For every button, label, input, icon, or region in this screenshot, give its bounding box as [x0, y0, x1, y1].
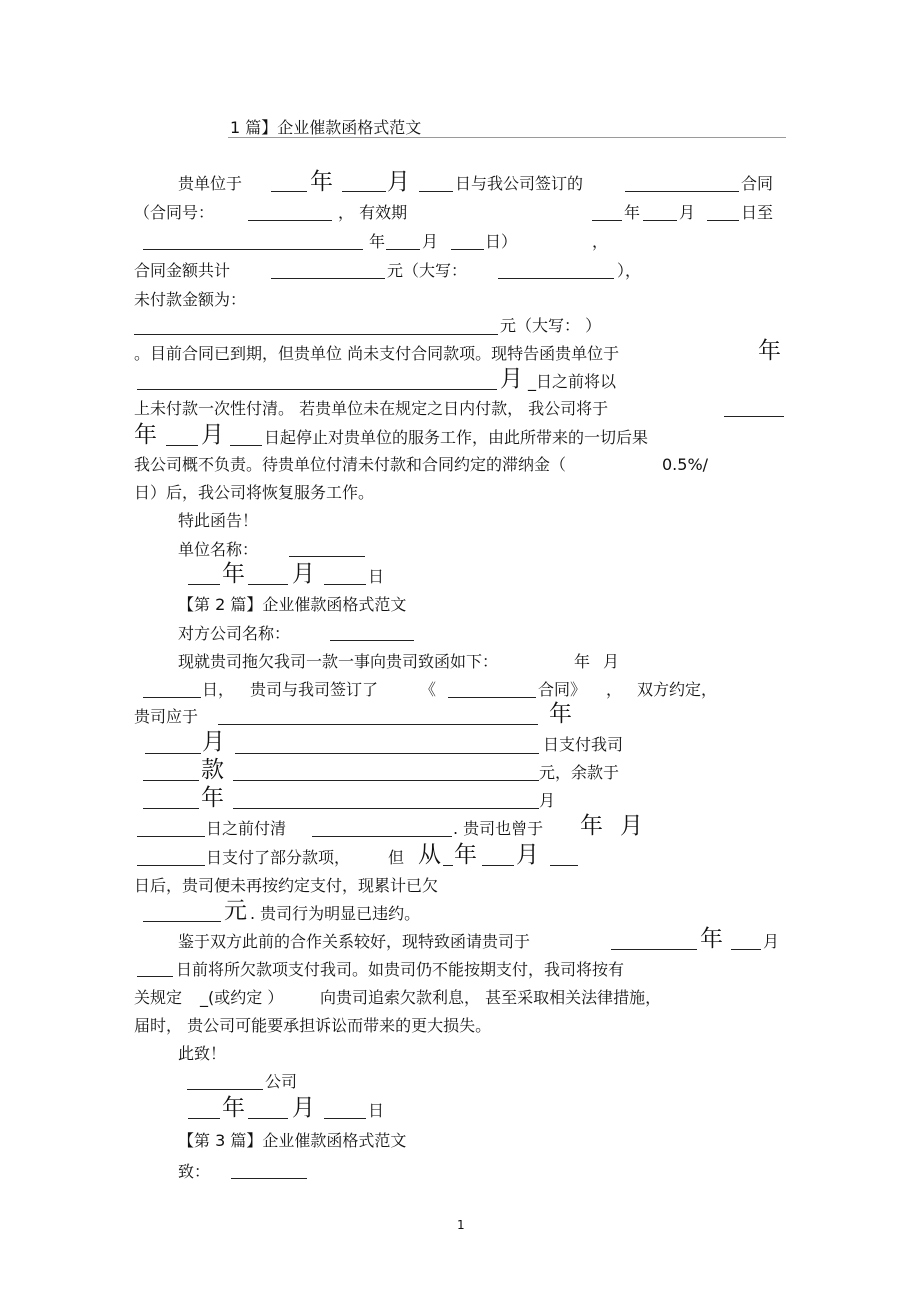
- s1-l15-year: 年: [222, 561, 245, 587]
- blank-line: [143, 697, 201, 698]
- blank-line: [707, 220, 739, 221]
- s1-l8-b: _日之前将以: [528, 372, 617, 391]
- blank-line: [137, 865, 205, 866]
- s1-l6: 元（大写： ）: [500, 316, 602, 335]
- blank-line: [443, 865, 453, 866]
- s1-l4-b: 元（大写：: [387, 261, 468, 280]
- s1-l13: 特此函告！: [178, 511, 259, 530]
- s1-l7-year: 年: [758, 338, 781, 364]
- blank-line: [625, 191, 739, 192]
- s2-l8-b: . 贵司也曾于: [453, 819, 544, 838]
- s2-l3-d: 合同》: [538, 680, 587, 699]
- s1-l15-day: 日: [368, 567, 385, 586]
- s1-l15-month: 月: [292, 561, 315, 587]
- s1-l10-b: 日起停止对贵单位的服务工作，由此所带来的一切后果: [264, 428, 649, 447]
- s2-l16: 此致！: [178, 1044, 227, 1063]
- blank-line: [289, 556, 365, 557]
- s1-l2-month: 月: [679, 203, 696, 222]
- s2-l6-kuan: 款: [201, 757, 224, 783]
- blank-line: [137, 389, 497, 390]
- blank-line: [137, 976, 173, 977]
- s1-l4-a: 合同金额共计: [134, 261, 231, 280]
- blank-line: [312, 836, 452, 837]
- s2-l9-cong: 从: [418, 842, 441, 868]
- s2-l9-month: 月: [516, 842, 539, 868]
- s2-l18-month: 月: [292, 1095, 315, 1121]
- s1-l3-month: 月: [422, 232, 439, 251]
- s2-l4-a: 贵司应于: [134, 707, 199, 726]
- blank-line: [143, 249, 363, 250]
- blank-line: [248, 220, 332, 221]
- s2-l17: 公司: [265, 1072, 298, 1091]
- s1-l11-b: 0.5%/: [662, 455, 709, 474]
- s1-l5: 未付款金额为：: [134, 290, 247, 309]
- s2-l11-b: . 贵司行为明显已违约。: [250, 904, 421, 923]
- s1-l2-a: （合同号：: [134, 203, 215, 222]
- s2-l4-year: 年: [549, 701, 572, 727]
- s1-l4-c: ），: [617, 261, 642, 280]
- blank-line: [342, 191, 386, 192]
- blank-line: [498, 278, 614, 279]
- blank-line: [143, 808, 199, 809]
- s1-l3-comma: ，: [592, 232, 609, 251]
- s2-l7-month: 月: [539, 791, 556, 810]
- blank-line: [611, 949, 697, 950]
- s2-l3-c: 《: [420, 680, 437, 699]
- s2-l12-a: 鉴于双方此前的合作关系较好，现特致函请贵司于: [178, 932, 531, 951]
- blank-line: [724, 416, 784, 417]
- s2-l15: 届时， 贵公司可能要承担诉讼而带来的更大损失。: [134, 1016, 492, 1035]
- s1-l1-b: 日与我公司签订的: [455, 174, 584, 193]
- blank-line: [248, 1118, 288, 1119]
- blank-line: [271, 278, 385, 279]
- s2-l3-a: 日，: [202, 680, 235, 699]
- s2-l14-b: _(或约定 ）: [200, 988, 284, 1007]
- s2-l5-month: 月: [202, 729, 225, 755]
- blank-line: [145, 753, 201, 754]
- section1-heading: 1 篇】企业催款函格式范文: [230, 118, 422, 137]
- s2-l8-a: 日之前付清: [206, 819, 287, 838]
- s2-l9-year: 年: [454, 842, 477, 868]
- s2-l3-b: 贵司与我司签订了: [250, 680, 379, 699]
- s2-l3-f: 双方约定，: [637, 680, 718, 699]
- page-number: 1: [457, 1218, 465, 1232]
- blank-line: [166, 445, 198, 446]
- blank-line: [137, 836, 205, 837]
- blank-line: [230, 445, 262, 446]
- s1-l2-c: 日至: [741, 203, 774, 222]
- blank-line: [248, 584, 288, 585]
- s2-l18-year: 年: [222, 1095, 245, 1121]
- s2-l8-year: 年: [580, 813, 603, 839]
- s2-l1: 对方公司名称：: [178, 624, 291, 643]
- blank-line: [187, 1089, 263, 1090]
- blank-line: [550, 865, 578, 866]
- blank-line: [448, 697, 536, 698]
- blank-line: [231, 1178, 307, 1179]
- s1-l7: 。目前合同已到期，但贵单位 尚未支付合同款项。现特告函贵单位于: [134, 344, 620, 363]
- blank-line: [643, 220, 677, 221]
- blank-line: [218, 724, 538, 725]
- blank-line: [731, 949, 761, 950]
- blank-line: [419, 191, 453, 192]
- s2-l3-e: ，: [606, 680, 623, 699]
- s1-l10-month: 月: [201, 422, 224, 448]
- s2-l9-b: 但: [388, 848, 405, 867]
- blank-line: [235, 753, 539, 754]
- s1-l1-c: 合同: [741, 174, 774, 193]
- blank-line: [143, 921, 221, 922]
- blank-line: [233, 780, 539, 781]
- s1-l1-year: 年: [310, 169, 333, 195]
- blank-line: [482, 865, 514, 866]
- s2-l2-a: 现就贵司拖欠我司一款一事向贵司致函如下：: [178, 652, 499, 671]
- s2-l14-c: 向贵司追索欠款利息， 甚至采取相关法律措施，: [320, 988, 662, 1007]
- s2-l12-month: 月: [763, 932, 780, 951]
- s1-l2-year: 年: [624, 203, 641, 222]
- section2-heading: 【第 2 篇】企业催款函格式范文: [178, 595, 407, 614]
- s1-l14: 单位名称：: [178, 540, 259, 559]
- s2-l8-month: 月: [620, 813, 643, 839]
- blank-line: [330, 640, 414, 641]
- s2-l2-month: 月: [603, 652, 620, 671]
- blank-line: [324, 584, 366, 585]
- blank-line: [188, 584, 220, 585]
- s2-l9-a: 日支付了部分款项，: [206, 848, 351, 867]
- s2-l6-b: 元，余款于: [539, 763, 620, 782]
- blank-line: [386, 249, 420, 250]
- blank-line: [271, 191, 307, 192]
- s1-l11-a: 我公司概不负责。待贵单位付清未付款和合同约定的滞纳金（: [134, 455, 567, 474]
- s2-l7-year: 年: [201, 785, 224, 811]
- blank-line: [143, 780, 199, 781]
- s2-l11-yuan: 元: [224, 898, 247, 924]
- s1-l10-year: 年: [134, 422, 157, 448]
- section3-heading: 【第 3 篇】企业催款函格式范文: [178, 1131, 407, 1150]
- blank-line: [324, 1118, 366, 1119]
- s1-l3-year: 年: [369, 232, 386, 251]
- s1-l1-month: 月: [387, 169, 410, 195]
- s2-l18-day: 日: [368, 1101, 385, 1120]
- s1-l1-a: 贵单位于: [178, 174, 243, 193]
- s2-l12-year: 年: [700, 926, 723, 952]
- s2-l5-b: 日支付我司: [543, 735, 624, 754]
- s2-l13: 日前将所欠款项支付我司。如贵司仍不能按期支付，我司将按有: [176, 960, 625, 979]
- s1-l3-day: 日）: [485, 232, 518, 251]
- s3-l1: 致：: [178, 1162, 211, 1181]
- blank-line: [188, 1118, 220, 1119]
- s2-l2-year: 年: [574, 652, 591, 671]
- blank-line: [451, 249, 484, 250]
- s1-l2-b: ， 有效期: [338, 203, 408, 222]
- s1-l12: 日）后，我公司将恢复服务工作。: [134, 483, 375, 502]
- blank-line: [233, 808, 539, 809]
- s1-l9: 上未付款一次性付清。 若贵单位未在规定之日内付款， 我公司将于: [134, 399, 609, 418]
- blank-line: [592, 220, 622, 221]
- s2-l10: 日后，贵司便未再按约定支付，现累计已欠: [134, 876, 439, 895]
- blank-line: [134, 334, 498, 335]
- s2-l14-a: 关规定: [134, 988, 183, 1007]
- s1-l8-month: 月: [500, 366, 523, 392]
